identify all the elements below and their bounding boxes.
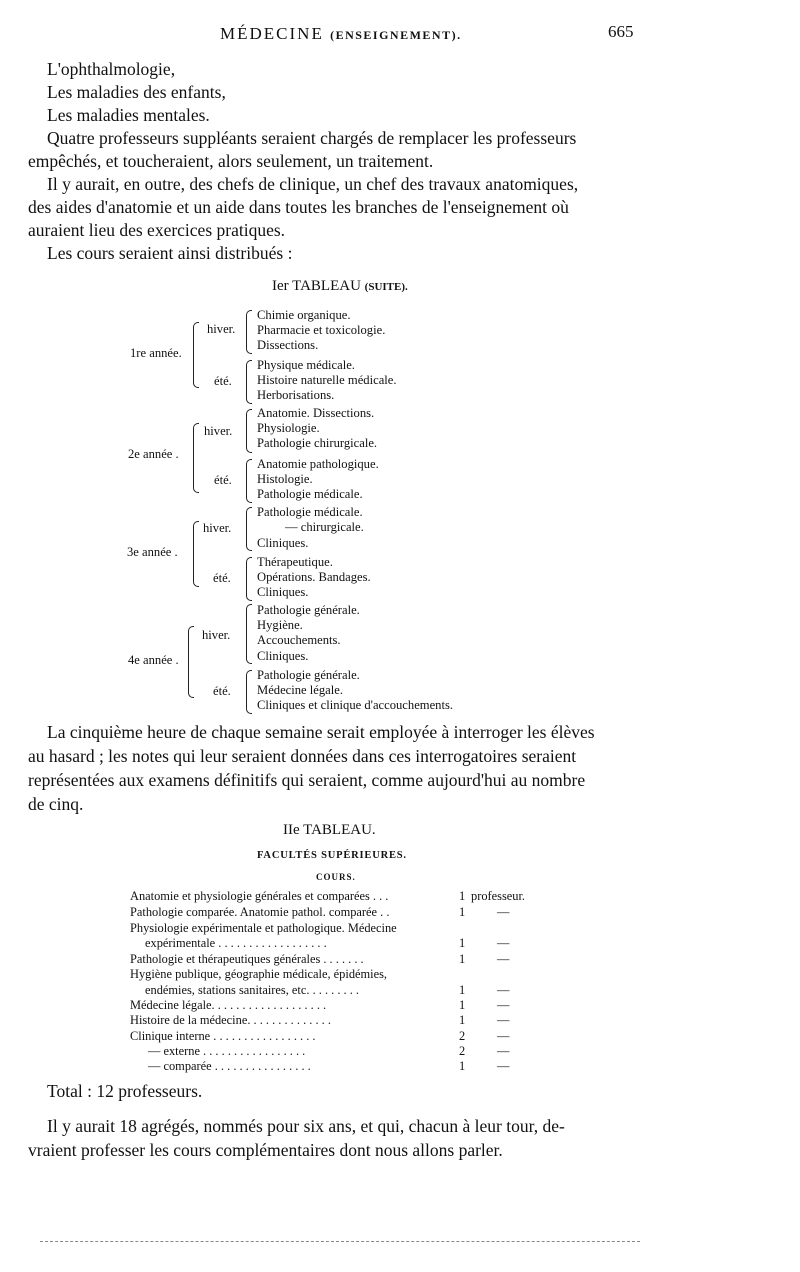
course-item: Histologie. [257,472,313,486]
season-brace [246,604,252,664]
tableau1-title-suffix: (SUITE). [364,281,408,293]
year-brace [188,626,194,698]
year-brace [193,322,199,388]
table-row-count: 1 [459,1013,466,1027]
para5-line-2: vraient professer les cours complémentaires dont nous allons parler. [28,1140,503,1160]
table-row-unit: — [497,952,510,966]
table-row-course: Hygiène publique, géographie médicale, épidémies, [130,967,388,981]
course-item: Cliniques. [257,649,309,663]
table-row-count: 1 [459,936,466,950]
year-label: 2e année . [128,447,179,461]
year-label: 4e année . [128,653,179,667]
table-row-unit: — [497,1059,510,1073]
para2-line-3: auraient lieu des exercices pratiques. [28,220,286,240]
course-item: Opérations. Bandages. [257,570,371,584]
para2-line-1: Il y aurait, en outre, des chefs de clinique, un chef des travaux anatomiques, [47,174,579,194]
table-row-course: Pathologie comparée. Anatomie pathol. comparée . . [130,905,390,919]
year-brace [193,423,199,493]
para2-line-2: des aides d'anatomie et un aide dans toutes les branches de l'enseignement où [28,197,569,217]
course-item: Pathologie médicale. [257,487,363,501]
season-hiver: hiver. [202,628,231,642]
table-row-count: 1 [459,1059,466,1073]
table-row-course: Physiologie expérimentale et pathologique. Médecine [130,921,397,935]
course-item: — chirurgicale. [285,520,364,534]
season-brace [246,670,252,714]
season-brace [246,459,252,503]
year-brace [193,521,199,587]
course-item: Médecine légale. [257,683,344,697]
table-row-course: Pathologie et thérapeutiques générales . . . . . . . [130,952,364,966]
year-label: 1re année. [130,346,182,360]
table-row-unit: — [497,998,510,1012]
table-row-course: — externe . . . . . . . . . . . . . . . . . [148,1044,306,1058]
table-row-unit: professeur. [471,889,526,903]
course-item: Cliniques. [257,536,309,550]
season-brace [246,507,252,551]
season-hiver: hiver. [204,424,233,438]
para4-line-3: représentées aux examens définitifs qui seraient, comme aujourd'hui au nombre [28,770,586,790]
table-row-count: 2 [459,1044,466,1058]
para1-line-1: Quatre professeurs suppléants seraient chargés de remplacer les professeurs [47,128,577,148]
season-ete: été. [213,684,231,698]
year-label: 3e année . [127,545,178,559]
para4-line-4: de cinq. [28,794,84,814]
table-row-count: 1 [459,952,466,966]
table-row-count: 1 [459,905,466,919]
table-row-course: Médecine légale. . . . . . . . . . . . . . . . . . . [130,998,327,1012]
course-item: Physiologie. [257,421,320,435]
table-row-count: 1 [459,889,466,903]
para5-line-1: Il y aurait 18 agrégés, nommés pour six ans, et qui, chacun à leur tour, de- [47,1116,565,1136]
season-brace [246,310,252,354]
season-hiver: hiver. [207,322,236,336]
table-row-course: Anatomie et physiologie générales et comparées . . . [130,889,389,903]
course-item: Anatomie pathologique. [257,457,379,471]
season-hiver: hiver. [203,521,232,535]
table-row-course: Histoire de la médecine. . . . . . . . . . . . . . [130,1013,331,1027]
tableau1-title-main: Ier TABLEAU [272,278,361,294]
tableau1-title [272,278,408,295]
intro-line-1: L'ophthalmologie, [47,59,176,79]
tableau2-title: IIe TABLEAU. [283,822,376,838]
course-item: Accouchements. [257,633,341,647]
table-row-count: 2 [459,1029,466,1043]
table-row-unit: — [497,1029,510,1043]
table-row-course: endémies, stations sanitaires, etc. . . . . . . . . [145,983,360,997]
para4-line-1: La cinquième heure de chaque semaine serait employée à interroger les élèves [47,722,595,742]
season-ete: été. [214,473,232,487]
course-item: Histoire naturelle médicale. [257,373,397,387]
bottom-divider [40,1241,640,1242]
table-row-count: 1 [459,983,466,997]
course-item: Chimie organique. [257,308,351,322]
season-brace [246,409,252,453]
page-number: 665 [608,22,634,41]
course-item: Hygiène. [257,618,303,632]
table-row-unit: — [497,983,510,997]
para1-line-2: empêchés, et toucheraient, alors seulement, un traitement. [28,151,434,171]
table-row-unit: — [497,1013,510,1027]
course-item: Herborisations. [257,388,335,402]
season-brace [246,360,252,404]
course-item: Pathologie générale. [257,603,360,617]
course-item: Pathologie générale. [257,668,360,682]
header-subtitle: (ENSEIGNEMENT). [330,28,462,42]
season-ete: été. [213,571,231,585]
course-item: Physique médicale. [257,358,355,372]
header-title: MÉDECINE [220,24,324,43]
course-item: Cliniques. [257,585,309,599]
table-row-course: Clinique interne . . . . . . . . . . . . . . . . . [130,1029,316,1043]
course-item: Dissections. [257,338,319,352]
table-row-course: expérimentale . . . . . . . . . . . . . . . . . . [145,936,327,950]
table-row-unit: — [497,905,510,919]
course-item: Pathologie médicale. [257,505,363,519]
course-item: Pharmacie et toxicologie. [257,323,386,337]
table-row-unit: — [497,1044,510,1058]
table-row-unit: — [497,936,510,950]
course-item: Anatomie. Dissections. [257,406,375,420]
season-ete: été. [214,374,232,388]
para3: Les cours seraient ainsi distribués : [47,243,293,263]
course-item: Cliniques et clinique d'accouchements. [257,698,454,712]
para4-line-2: au hasard ; les notes qui leur seraient données dans ces interrogatoires seraient [28,746,577,766]
course-item: Thérapeutique. [257,555,333,569]
season-brace [246,557,252,601]
total-line: Total : 12 professeurs. [47,1081,203,1101]
table-row-course: — comparée . . . . . . . . . . . . . . . . [148,1059,311,1073]
intro-line-3: Les maladies mentales. [47,105,210,125]
table-row-count: 1 [459,998,466,1012]
intro-line-2: Les maladies des enfants, [47,82,226,102]
tableau2-subtitle: FACULTÉS SUPÉRIEURES. [257,850,407,861]
course-item: Pathologie chirurgicale. [257,436,378,450]
tableau2-cours-label: COURS. [316,872,356,882]
running-header [220,24,462,44]
